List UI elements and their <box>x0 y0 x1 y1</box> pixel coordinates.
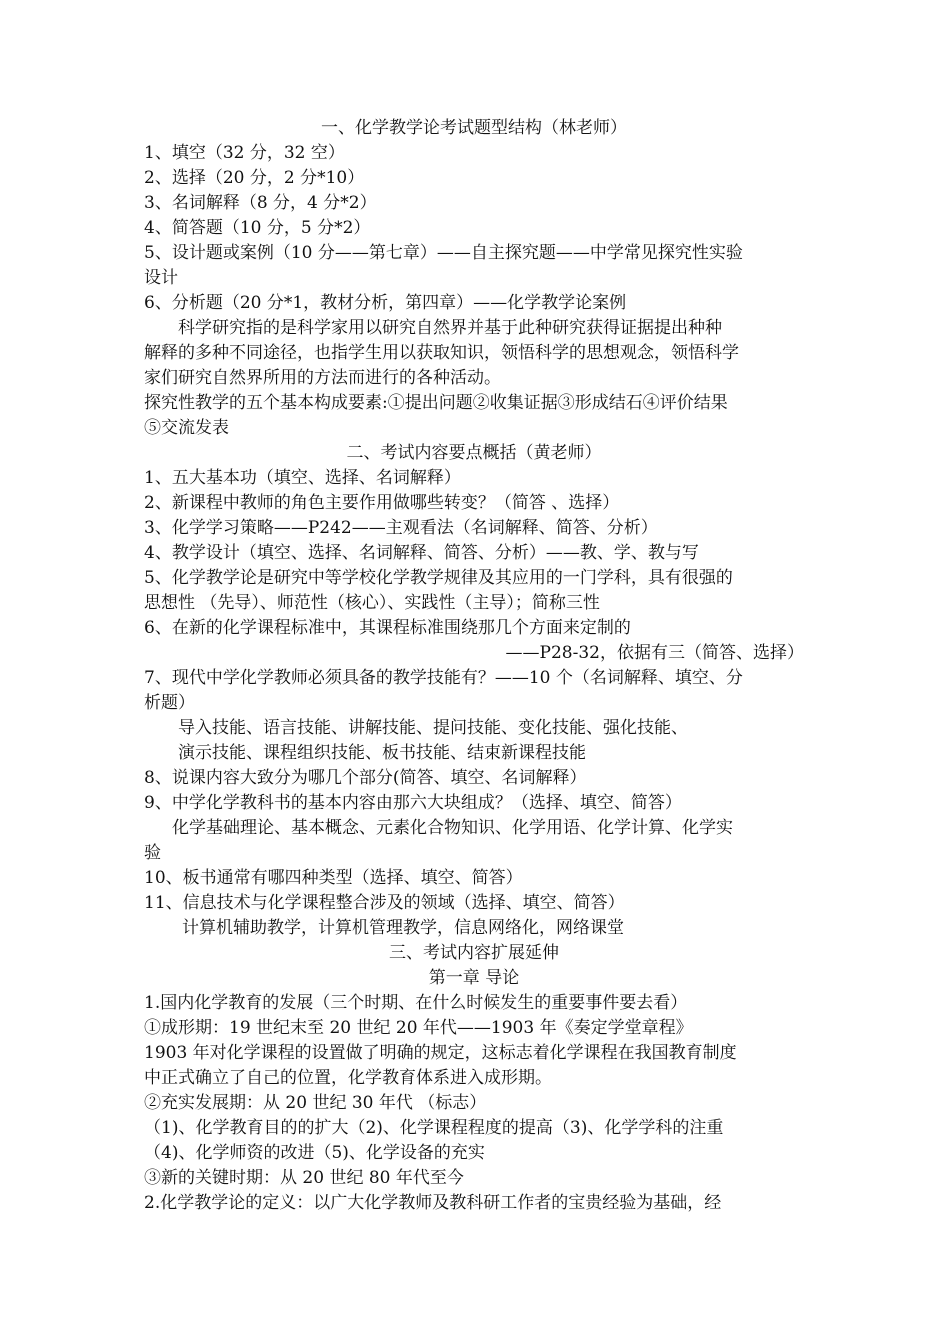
text-line: 探究性教学的五个基本构成要素:①提出问题②收集证据③形成结石④评价结果 <box>144 393 728 413</box>
paragraph-line: 科学研究指的是科学家用以研究自然界并基于此种研究获得证据提出种种 <box>178 318 722 338</box>
text-line: ③新的关键时期：从 20 世纪 80 年代至今 <box>144 1168 464 1188</box>
text-line: 4、教学设计（填空、选择、名词解释、简答、分析）——教、学、教与写 <box>144 543 699 563</box>
text-line: 思想性 （先导）、师范性（核心）、实践性（主导）；简称三性 <box>144 593 600 613</box>
text-line: 演示技能、课程组织技能、板书技能、结束新课程技能 <box>178 743 586 763</box>
text-line: 计算机辅助教学，计算机管理教学，信息网络化，网络课堂 <box>182 918 624 938</box>
text-line: 10、板书通常有哪四种类型（选择、填空、简答） <box>144 868 523 888</box>
text-line: 化学基础理论、基本概念、元素化合物知识、化学用语、化学计算、化学实 <box>172 818 733 838</box>
text-line: 6、分析题（20 分*1，教材分析，第四章）——化学教学论案例 <box>144 293 627 313</box>
text-line: 验 <box>144 843 161 863</box>
text-line: 5、设计题或案例（10 分——第七章）——自主探究题——中学常见探究性实验 <box>144 243 743 263</box>
text-line: 5、化学教学论是研究中等学校化学教学规律及其应用的一门学科，具有很强的 <box>144 568 733 588</box>
text-line: ①成形期：19 世纪末至 20 世纪 20 年代——1903 年《奏定学堂章程》 <box>144 1018 693 1038</box>
text-line: 1、填空（32 分，32 空） <box>144 143 345 163</box>
section-heading-3: 三、考试内容扩展延伸 <box>389 943 559 963</box>
text-line: 中正式确立了自己的位置，化学教育体系进入成形期。 <box>144 1068 552 1088</box>
text-line: 3、化学学习策略——P242——主观看法（名词解释、简答、分析） <box>144 518 658 538</box>
text-line: （4)、化学师资的改进（5)、化学设备的充实 <box>144 1143 485 1163</box>
chapter-heading: 第一章 导论 <box>428 968 520 988</box>
paragraph-line: 解释的多种不同途径，也指学生用以获取知识，领悟科学的思想观念，领悟科学 <box>144 343 739 363</box>
text-line: 4、简答题（10 分，5 分*2） <box>144 218 371 238</box>
text-line: ⑤交流发表 <box>144 418 229 438</box>
text-line: 2.化学教学论的定义：以广大化学教师及教科研工作者的宝贵经验为基础，经 <box>144 1193 722 1213</box>
text-line: 析题） <box>144 693 195 713</box>
text-line: 1903 年对化学课程的设置做了明确的规定，这标志着化学课程在我国教育制度 <box>144 1043 737 1063</box>
text-line: 9、中学化学教科书的基本内容由那六大块组成？（选择、填空、简答） <box>144 793 682 813</box>
text-line: ——P28-32，依据有三（简答、选择） <box>505 643 804 663</box>
text-line: 2、新课程中教师的角色主要作用做哪些转变？（简答 、选择） <box>144 493 620 513</box>
text-line: 6、在新的化学课程标准中，其课程标准围绕那几个方面来定制的 <box>144 618 631 638</box>
text-line: 导入技能、语言技能、讲解技能、提问技能、变化技能、强化技能、 <box>178 718 688 738</box>
text-line: 1、五大基本功（填空、选择、名词解释） <box>144 468 461 488</box>
text-line: 1.国内化学教育的发展（三个时期、在什么时候发生的重要事件要去看） <box>144 993 688 1013</box>
section-heading-2: 二、考试内容要点概括（黄老师） <box>346 443 602 463</box>
text-line: （1)、化学教育目的的扩大（2)、化学课程程度的提高（3)、化学学科的注重 <box>144 1118 724 1138</box>
text-line: 2、选择（20 分，2 分*10） <box>144 168 365 188</box>
text-line: 11、信息技术与化学课程整合涉及的领域（选择、填空、简答） <box>144 893 625 913</box>
text-line: ②充实发展期：从 20 世纪 30 年代 （标志） <box>144 1093 487 1113</box>
section-heading-1: 一、化学教学论考试题型结构（林老师） <box>321 118 627 138</box>
text-line: 设计 <box>144 268 178 288</box>
text-line: 8、说课内容大致分为哪几个部分(简答、填空、名词解释） <box>144 768 587 788</box>
text-line: 7、现代中学化学教师必须具备的教学技能有？——10 个（名词解释、填空、分 <box>144 668 743 688</box>
text-line: 3、名词解释（8 分，4 分*2） <box>144 193 377 213</box>
paragraph-line: 家们研究自然界所用的方法而进行的各种活动。 <box>144 368 501 388</box>
